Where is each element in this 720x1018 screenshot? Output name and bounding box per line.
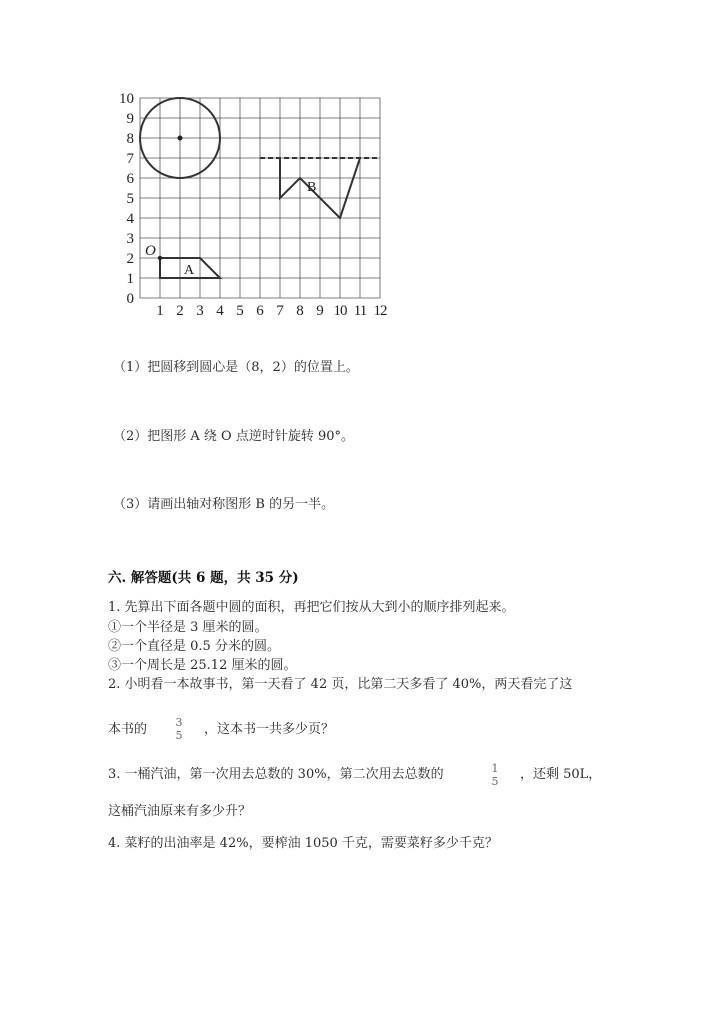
problem-2-line-2-suffix: ，这本书一共多少页？: [204, 722, 335, 737]
problem-3-line-1-suffix: ，还剩 50L，: [520, 767, 602, 782]
y-tick-label: 5: [126, 191, 134, 207]
task-2-rotate-shape-a: （2）把图形 A 绕 O 点逆时针旋转 90°。: [113, 429, 355, 444]
y-tick-label: 1: [126, 271, 134, 287]
problem-3-line-1-prefix: 3. 一桶汽油，第一次用去总数的 30%，第二次用去总数的: [108, 767, 444, 782]
origin-point-dot: [158, 256, 162, 260]
x-tick-label: 12: [373, 303, 387, 319]
section-heading: 六. 解答题(共 6 题，共 35 分): [108, 570, 299, 586]
y-axis-tick-labels: [119, 91, 135, 307]
coordinate-grid-figure: [100, 85, 400, 325]
problem-1-item-3: ③一个周长是 25.12 厘米的圆。: [108, 658, 297, 673]
fraction-numerator: 3: [175, 716, 183, 729]
x-tick-label: 5: [236, 303, 244, 319]
problem-3-line-2: 这桶汽油原来有多少升？: [108, 804, 252, 819]
circle-center-dot: [178, 136, 183, 141]
problem-4-text: 4. 菜籽的出油率是 42%，要榨油 1050 千克，需要菜籽多少千克？: [108, 836, 498, 851]
y-tick-label: 3: [126, 231, 134, 247]
y-tick-label: 10: [119, 91, 134, 107]
fraction-denominator: 5: [175, 729, 183, 742]
x-tick-label: 7: [276, 303, 284, 319]
fraction-denominator: 5: [491, 775, 499, 788]
fraction-one-fifth: [488, 762, 502, 788]
problem-1-item-1: ①一个半径是 3 厘米的圆。: [108, 620, 268, 635]
x-tick-label: 6: [256, 303, 264, 319]
x-tick-label: 10: [333, 303, 347, 319]
shape-a-label: A: [184, 263, 195, 278]
problem-2-line-1: 2. 小明看一本故事书，第一天看了 42 页，比第二天多看了 40%，两天看完了这: [108, 677, 573, 692]
y-tick-label: 7: [126, 151, 134, 167]
problem-2-line-2-prefix: 本书的: [108, 722, 148, 737]
x-tick-label: 2: [176, 303, 184, 319]
y-tick-label: 0: [126, 291, 134, 307]
x-tick-label: 9: [316, 303, 324, 319]
task-1-move-circle: （1）把圆移到圆心是（8，2）的位置上。: [113, 360, 359, 375]
x-tick-label: 11: [353, 303, 367, 319]
x-tick-label: 4: [216, 303, 224, 319]
fraction-numerator: 1: [491, 762, 499, 775]
x-tick-label: 1: [156, 303, 164, 319]
grid-lines: [140, 98, 380, 298]
x-tick-label: 3: [196, 303, 204, 319]
task-3-symmetry-shape-b: （3）请画出轴对称图形 B 的另一半。: [113, 497, 335, 512]
problem-1-text: 1. 先算出下面各题中圆的面积，再把它们按从大到小的顺序排列起来。: [108, 600, 515, 615]
y-tick-label: 8: [126, 131, 134, 147]
y-tick-label: 6: [126, 171, 134, 187]
y-tick-label: 2: [126, 251, 134, 267]
fraction-three-fifths: [172, 716, 186, 742]
problem-1-item-2: ②一个直径是 0.5 分米的圆。: [108, 639, 280, 654]
x-tick-label: 8: [296, 303, 304, 319]
y-tick-label: 9: [126, 111, 134, 127]
y-tick-label: 4: [126, 211, 134, 227]
x-axis-tick-labels: [156, 303, 387, 319]
shape-b-label: B: [307, 180, 317, 195]
origin-label: O: [145, 243, 156, 259]
